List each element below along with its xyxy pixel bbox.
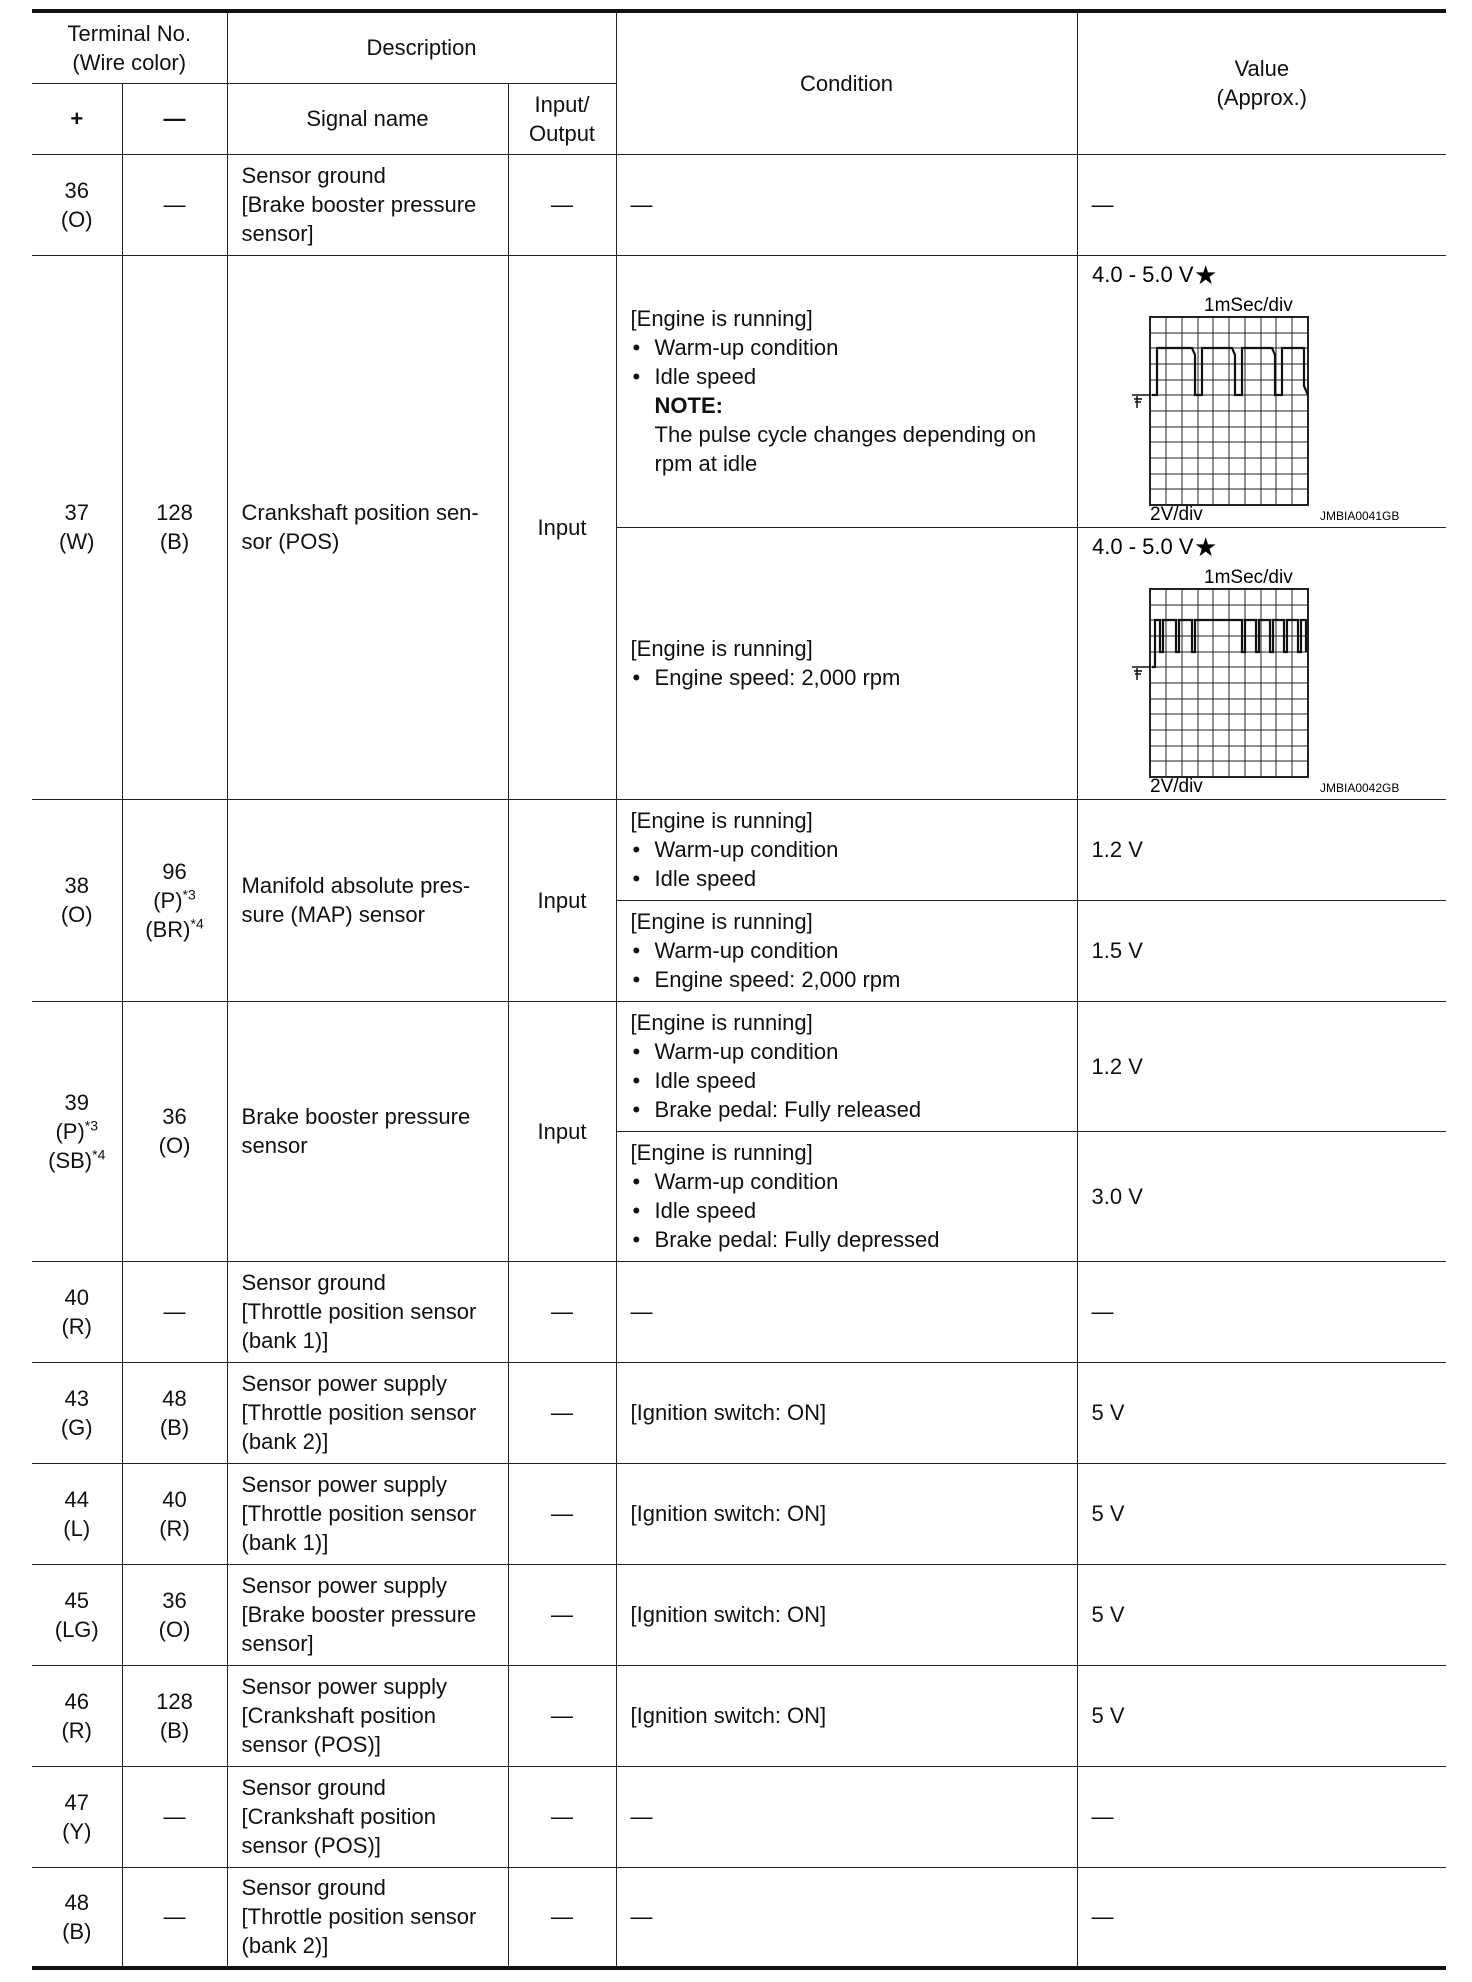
wire-color: (G) bbox=[60, 1414, 93, 1440]
header-value bbox=[1077, 11, 1446, 154]
signal-line: Sensor ground bbox=[241, 1875, 386, 1901]
signal-line: Manifold absolute pres- bbox=[241, 873, 471, 898]
value-waveform-cell bbox=[1077, 255, 1446, 527]
plus-terminal bbox=[32, 1463, 122, 1564]
terminal-number: 48 bbox=[162, 1385, 187, 1411]
signal-line: Brake booster pressure bbox=[241, 1104, 471, 1129]
table-row bbox=[32, 799, 1446, 900]
minus-terminal bbox=[122, 1564, 227, 1665]
ground-icon bbox=[1132, 667, 1150, 680]
time-scale-label: 1mSec/div bbox=[1203, 566, 1293, 588]
value: 1.5 V bbox=[1077, 900, 1446, 1001]
header-signal-name: Signal name bbox=[227, 83, 508, 154]
signal-name bbox=[227, 1463, 508, 1564]
header-wire-color-label: (Wire color) bbox=[72, 49, 187, 75]
condition-bullet: • Idle speed bbox=[631, 1066, 1069, 1095]
signal-line: sensor bbox=[241, 1133, 308, 1158]
value: 5 V bbox=[1077, 1564, 1446, 1665]
signal-line: sor (POS) bbox=[241, 529, 340, 554]
plus-terminal bbox=[32, 154, 122, 255]
terminal-number: 46 bbox=[64, 1688, 89, 1714]
value-waveform-cell bbox=[1077, 527, 1446, 799]
minus-terminal bbox=[122, 1001, 227, 1261]
footnote-ref: *3 bbox=[84, 1117, 99, 1134]
header-input-output bbox=[508, 83, 616, 154]
minus-terminal bbox=[122, 1463, 227, 1564]
wire-color: (O) bbox=[158, 1616, 191, 1642]
signal-line: Sensor ground bbox=[241, 1775, 386, 1800]
waveform-trace bbox=[1152, 348, 1308, 395]
plus-terminal bbox=[32, 1766, 122, 1867]
signal-line: [Brake booster pressure bbox=[241, 192, 477, 217]
oscilloscope-waveform-idle bbox=[1092, 256, 1442, 524]
signal-line: [Crankshaft position bbox=[241, 1804, 436, 1829]
voltage-value: 4.0 - 5.0 V bbox=[1091, 261, 1194, 287]
condition-bullet: • Idle speed bbox=[631, 864, 1069, 893]
condition-bullet: • Warm-up condition bbox=[631, 1037, 1069, 1066]
wire-color-code: (P) bbox=[153, 887, 183, 913]
signal-line: Sensor ground bbox=[241, 163, 386, 188]
footnote-ref: *4 bbox=[190, 915, 204, 932]
plus-terminal bbox=[32, 1665, 122, 1766]
wire-color-code: (BR) bbox=[145, 916, 191, 942]
terminal-number: 36 bbox=[162, 1587, 187, 1613]
condition-bullet: • Engine speed: 2,000 rpm bbox=[631, 965, 1069, 994]
terminal-number: 128 bbox=[156, 1688, 193, 1714]
input-output: — bbox=[508, 154, 616, 255]
voltage-scale-label: 2V/div bbox=[1149, 503, 1203, 524]
signal-line: sensor] bbox=[241, 1631, 314, 1656]
wire-color: (B) bbox=[159, 1414, 190, 1440]
terminal-number: 37 bbox=[64, 500, 89, 525]
input-output: — bbox=[508, 1766, 616, 1867]
condition-bullet: • Engine speed: 2,000 rpm bbox=[631, 663, 1069, 692]
table-row bbox=[32, 1867, 1446, 1968]
table-row bbox=[32, 154, 1446, 255]
signal-name bbox=[227, 1261, 508, 1362]
terminal-number: 48 bbox=[64, 1889, 89, 1915]
signal-name bbox=[227, 1362, 508, 1463]
value: 1.2 V bbox=[1077, 799, 1446, 900]
time-scale-label: 1mSec/div bbox=[1203, 294, 1293, 316]
input-output: Input bbox=[508, 799, 616, 1001]
header-terminal-no bbox=[32, 11, 227, 83]
plus-terminal bbox=[32, 255, 122, 799]
wire-color: (B) bbox=[159, 1717, 190, 1743]
condition: — bbox=[616, 154, 1077, 255]
header-description: Description bbox=[227, 11, 616, 83]
table-row bbox=[32, 1463, 1446, 1564]
signal-line: Sensor power supply bbox=[241, 1371, 447, 1396]
condition bbox=[616, 255, 1077, 527]
table-row bbox=[32, 1261, 1446, 1362]
wire-color bbox=[32, 1146, 122, 1175]
terminal-number: 43 bbox=[64, 1385, 89, 1411]
wire-color bbox=[32, 1117, 122, 1146]
terminal-number: 36 bbox=[64, 177, 89, 203]
signal-line: [Throttle position sensor bbox=[241, 1299, 477, 1324]
signal-name bbox=[227, 1665, 508, 1766]
wire-color-code: (SB) bbox=[48, 1147, 93, 1173]
condition-bullet: • Warm-up condition bbox=[631, 1167, 1069, 1196]
star-icon: ★ bbox=[1193, 260, 1217, 291]
ecm-terminal-table bbox=[32, 9, 1446, 1970]
terminal-number: 38 bbox=[64, 873, 89, 898]
signal-line: sensor (POS)] bbox=[241, 1732, 381, 1757]
header-condition: Condition bbox=[616, 11, 1077, 154]
wire-color: (O) bbox=[60, 902, 93, 927]
signal-line: [Throttle position sensor bbox=[241, 1904, 477, 1930]
table-row bbox=[32, 1362, 1446, 1463]
plus-terminal bbox=[32, 1261, 122, 1362]
condition-title: [Engine is running] bbox=[630, 1010, 813, 1035]
terminal-number: 47 bbox=[64, 1789, 89, 1815]
input-output: — bbox=[508, 1362, 616, 1463]
waveform-figure bbox=[1092, 528, 1439, 796]
wire-color: (O) bbox=[60, 206, 93, 232]
figure-id: JMBIA0041GB bbox=[1319, 508, 1399, 523]
input-output: — bbox=[508, 1463, 616, 1564]
signal-name bbox=[227, 255, 508, 799]
table-row bbox=[32, 1001, 1446, 1131]
condition-title: [Engine is running] bbox=[630, 1140, 813, 1165]
signal-name bbox=[227, 1867, 508, 1968]
signal-line: [Brake booster pressure bbox=[241, 1602, 477, 1627]
value: 3.0 V bbox=[1077, 1131, 1446, 1261]
scope-grid bbox=[1150, 317, 1308, 505]
header-plus: + bbox=[32, 83, 122, 154]
signal-name bbox=[227, 154, 508, 255]
plus-terminal bbox=[32, 1867, 122, 1968]
minus-terminal: — bbox=[122, 154, 227, 255]
signal-line: sensor (POS)] bbox=[241, 1833, 381, 1858]
condition: [Ignition switch: ON] bbox=[616, 1463, 1077, 1564]
plus-terminal bbox=[32, 799, 122, 1001]
condition bbox=[616, 1131, 1077, 1261]
value: 5 V bbox=[1077, 1362, 1446, 1463]
table-row bbox=[32, 1564, 1446, 1665]
signal-line: Sensor power supply bbox=[241, 1472, 447, 1497]
note-text: The pulse cycle changes depending on bbox=[654, 422, 1037, 447]
input-output: Input bbox=[508, 1001, 616, 1261]
signal-line: (bank 2)] bbox=[241, 1429, 329, 1454]
condition-title: [Engine is running] bbox=[630, 909, 813, 934]
condition-bullet: • Warm-up condition bbox=[631, 333, 1069, 362]
signal-line: Sensor ground bbox=[241, 1270, 386, 1295]
minus-terminal: — bbox=[122, 1261, 227, 1362]
terminal-number: 40 bbox=[64, 1284, 89, 1310]
condition bbox=[616, 527, 1077, 799]
input-output: — bbox=[508, 1867, 616, 1968]
wire-color-code: (P) bbox=[55, 1118, 85, 1144]
star-icon: ★ bbox=[1193, 532, 1217, 563]
plus-terminal bbox=[32, 1362, 122, 1463]
value: — bbox=[1077, 154, 1446, 255]
voltage-scale-label: 2V/div bbox=[1149, 775, 1203, 796]
wire-color: (W) bbox=[59, 529, 95, 554]
condition: — bbox=[616, 1766, 1077, 1867]
wire-color: (B) bbox=[159, 529, 190, 554]
footnote-ref: *3 bbox=[182, 886, 196, 903]
value: 1.2 V bbox=[1077, 1001, 1446, 1131]
signal-line: Sensor power supply bbox=[241, 1674, 447, 1699]
figure-id: JMBIA0042GB bbox=[1319, 780, 1399, 795]
wire-color: (R) bbox=[61, 1313, 93, 1339]
minus-terminal bbox=[122, 1362, 227, 1463]
table-row bbox=[32, 1766, 1446, 1867]
condition bbox=[616, 1001, 1077, 1131]
wire-color: (L) bbox=[63, 1515, 91, 1541]
condition-title: [Engine is running] bbox=[630, 306, 813, 331]
condition: [Ignition switch: ON] bbox=[616, 1362, 1077, 1463]
plus-terminal bbox=[32, 1564, 122, 1665]
wire-color bbox=[123, 915, 227, 944]
value: — bbox=[1077, 1766, 1446, 1867]
waveform-figure bbox=[1092, 256, 1439, 524]
signal-name bbox=[227, 1001, 508, 1261]
signal-name bbox=[227, 799, 508, 1001]
signal-name bbox=[227, 1766, 508, 1867]
signal-line: (bank 2)] bbox=[241, 1933, 329, 1959]
header-io-line2: Output bbox=[529, 120, 596, 146]
table-row bbox=[32, 1665, 1446, 1766]
condition-bullet: • Warm-up condition bbox=[631, 936, 1069, 965]
note-label: NOTE: bbox=[654, 393, 723, 418]
value: — bbox=[1077, 1261, 1446, 1362]
header-io-line1: Input/ bbox=[534, 91, 590, 117]
signal-line: [Throttle position sensor bbox=[241, 1400, 477, 1425]
wire-color: (O) bbox=[158, 1133, 191, 1158]
condition-bullet: • Idle speed bbox=[631, 1196, 1069, 1225]
table-row bbox=[32, 255, 1446, 527]
terminal-number: 45 bbox=[64, 1587, 89, 1613]
terminal-number: 44 bbox=[64, 1486, 89, 1512]
terminal-number: 40 bbox=[162, 1486, 187, 1512]
value: 5 V bbox=[1077, 1463, 1446, 1564]
header-minus: — bbox=[122, 83, 227, 154]
wire-color: (B) bbox=[62, 1918, 92, 1944]
minus-terminal bbox=[122, 255, 227, 799]
wire-color: (R) bbox=[61, 1717, 93, 1743]
signal-line: sensor] bbox=[241, 221, 314, 246]
input-output: — bbox=[508, 1261, 616, 1362]
minus-terminal bbox=[122, 799, 227, 1001]
signal-line: (bank 1)] bbox=[241, 1530, 329, 1555]
oscilloscope-waveform-2000rpm bbox=[1092, 528, 1442, 796]
condition: [Ignition switch: ON] bbox=[616, 1665, 1077, 1766]
wire-color: (LG) bbox=[54, 1616, 99, 1642]
condition-bullet: • Brake pedal: Fully released bbox=[631, 1095, 1069, 1124]
voltage-value: 4.0 - 5.0 V bbox=[1091, 533, 1194, 559]
signal-name bbox=[227, 1564, 508, 1665]
terminal-number: 36 bbox=[162, 1104, 187, 1129]
input-output: — bbox=[508, 1564, 616, 1665]
signal-line: [Throttle position sensor bbox=[241, 1501, 477, 1526]
wire-color: (Y) bbox=[62, 1818, 92, 1844]
scope-grid bbox=[1150, 589, 1308, 777]
signal-line: Crankshaft position sen- bbox=[241, 500, 479, 525]
signal-line: [Crankshaft position bbox=[241, 1703, 436, 1728]
condition: [Ignition switch: ON] bbox=[616, 1564, 1077, 1665]
plus-terminal bbox=[32, 1001, 122, 1261]
condition: — bbox=[616, 1867, 1077, 1968]
condition: — bbox=[616, 1261, 1077, 1362]
condition-bullet: • Warm-up condition bbox=[631, 835, 1069, 864]
minus-terminal: — bbox=[122, 1867, 227, 1968]
condition bbox=[616, 799, 1077, 900]
input-output: — bbox=[508, 1665, 616, 1766]
header-terminal-no-label: Terminal No. bbox=[67, 20, 191, 46]
terminal-number: 39 bbox=[64, 1089, 89, 1115]
terminal-number: 128 bbox=[156, 500, 193, 525]
condition-title: [Engine is running] bbox=[630, 636, 813, 661]
value: — bbox=[1077, 1867, 1446, 1968]
value: 5 V bbox=[1077, 1665, 1446, 1766]
footnote-ref: *4 bbox=[92, 1146, 106, 1163]
minus-terminal: — bbox=[122, 1766, 227, 1867]
condition-bullet: • Brake pedal: Fully depressed bbox=[631, 1225, 1069, 1254]
ground-icon bbox=[1132, 395, 1150, 408]
signal-line: Sensor power supply bbox=[241, 1573, 447, 1598]
condition-bullet: • Idle speed bbox=[631, 362, 1069, 391]
header-value-approx-label: (Approx.) bbox=[1216, 85, 1308, 111]
terminal-number: 96 bbox=[162, 858, 187, 884]
signal-line: sure (MAP) sensor bbox=[241, 902, 425, 927]
note-text: rpm at idle bbox=[654, 451, 758, 476]
minus-terminal bbox=[122, 1665, 227, 1766]
wire-color bbox=[123, 886, 227, 915]
signal-line: (bank 1)] bbox=[241, 1328, 329, 1353]
input-output: Input bbox=[508, 255, 616, 799]
header-value-label: Value bbox=[1234, 56, 1290, 82]
wire-color: (R) bbox=[159, 1515, 190, 1541]
condition-title: [Engine is running] bbox=[630, 808, 813, 833]
condition bbox=[616, 900, 1077, 1001]
